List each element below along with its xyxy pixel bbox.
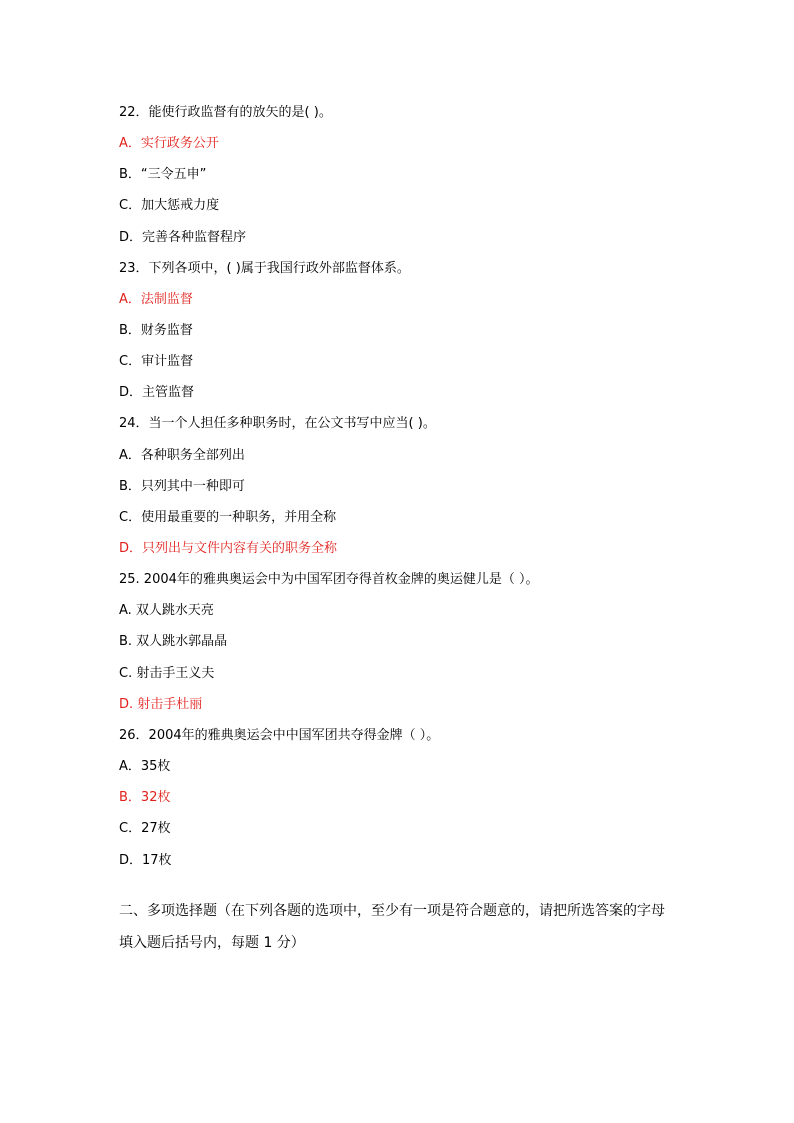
- question-25-stem: 25. 2004年的雅典奥运会中为中国军团夺得首枚金牌的奥运健儿是（ ）。: [119, 572, 539, 587]
- question-24-stem: 24．当一个人担任多种职务时，在公文书写中应当( )。: [119, 416, 436, 431]
- question-26-stem: 26．2004年的雅典奥运会中中国军团共夺得金牌（ ）。: [119, 728, 440, 743]
- question-24-option-c: C．使用最重要的一种职务，并用全称: [119, 510, 337, 525]
- question-25-option-d: D. 射击手杜丽: [119, 697, 203, 712]
- section-heading-line-1: 二、多项选择题（在下列各题的选项中，至少有一项是符合题意的，请把所选答案的字母: [119, 903, 665, 919]
- question-26-option-c: C．27枚: [119, 821, 171, 836]
- question-23-option-b: B．财务监督: [119, 323, 193, 338]
- question-22-option-b: B．“三令五申”: [119, 167, 207, 182]
- question-23-stem: 23．下列各项中，( )属于我国行政外部监督体系。: [119, 261, 410, 276]
- question-25-option-c: C. 射击手王义夫: [119, 666, 215, 681]
- section-heading-line-2: 填入题后括号内，每题 1 分）: [119, 935, 305, 951]
- question-24-option-b: B．只列其中一种即可: [119, 479, 245, 494]
- question-24-option-d: D．只列出与文件内容有关的职务全称: [119, 541, 338, 556]
- question-23-option-a: A．法制监督: [119, 292, 193, 307]
- question-22-option-a: A．实行政务公开: [119, 136, 219, 151]
- question-23-option-c: C．审计监督: [119, 354, 194, 369]
- question-23-option-d: D．主管监督: [119, 385, 195, 400]
- question-22-option-c: C．加大惩戒力度: [119, 198, 220, 213]
- question-24-option-a: A．各种职务全部列出: [119, 448, 245, 463]
- question-26-option-a: A．35枚: [119, 759, 171, 774]
- question-22-option-d: D．完善各种监督程序: [119, 230, 247, 245]
- question-22-stem: 22．能使行政监督有的放矢的是( )。: [119, 105, 332, 120]
- question-26-option-b: B．32枚: [119, 790, 171, 805]
- question-25-option-a: A. 双人跳水天亮: [119, 603, 214, 618]
- question-25-option-b: B. 双人跳水郭晶晶: [119, 634, 228, 649]
- question-26-option-d: D．17枚: [119, 853, 172, 868]
